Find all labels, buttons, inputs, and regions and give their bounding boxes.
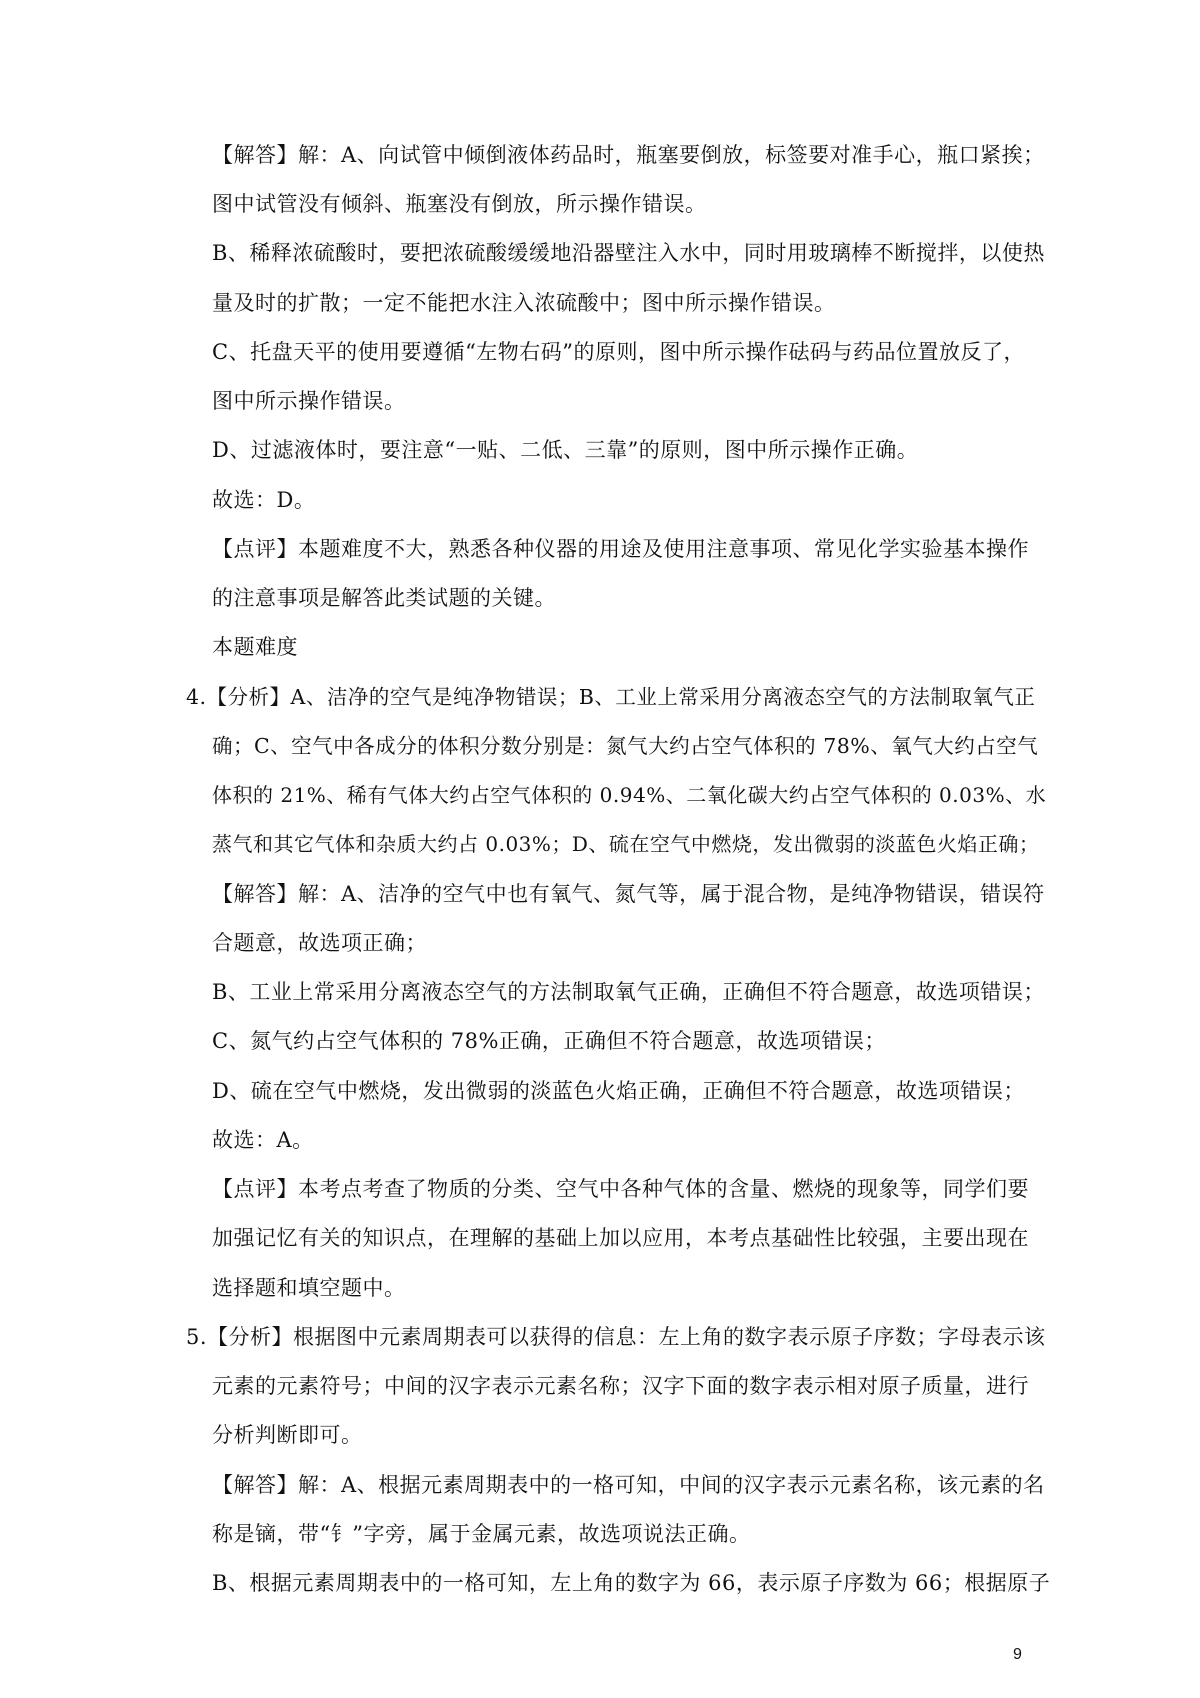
- text-line-10: 的注意事项是解答此类试题的关键。: [212, 586, 556, 610]
- text-line-13: 确；C、空气中各成分的体积分数分别是：氮气大约占空气体积的 78%、氧气大约占空气: [212, 734, 1039, 758]
- text-line-30: B、根据元素周期表中的一格可知，左上角的数字为 66，表示原子序数为 66；根据原子: [212, 1571, 1051, 1595]
- text-line-26: 元素的元素符号；中间的汉字表示元素名称；汉字下面的数字表示相对原子质量，进行: [212, 1374, 1029, 1398]
- text-line-12: 4.【分析】A、洁净的空气是纯净物错误；B、工业上常采用分离液态空气的方法制取氧气正: [186, 685, 1036, 709]
- text-line-20: D、硫在空气中燃烧，发出微弱的淡蓝色火焰正确，正确但不符合题意，故选项错误；: [212, 1079, 1025, 1103]
- text-line-9: 【点评】本题难度不大，熟悉各种仪器的用途及使用注意事项、常见化学实验基本操作: [212, 537, 1029, 561]
- text-line-22: 【点评】本考点考查了物质的分类、空气中各种气体的含量、燃烧的现象等，同学们要: [212, 1177, 1029, 1201]
- text-line-23: 加强记忆有关的知识点，在理解的基础上加以应用，本考点基础性比较强，主要出现在: [212, 1226, 1029, 1250]
- text-line-19: C、氮气约占空气体积的 78%正确，正确但不符合题意，故选项错误；: [212, 1029, 886, 1053]
- page-number: 9: [1013, 1646, 1022, 1663]
- text-line-21: 故选：A。: [212, 1128, 314, 1152]
- text-line-18: B、工业上常采用分离液态空气的方法制取氧气正确，正确但不符合题意，故选项错误；: [212, 980, 1045, 1004]
- text-line-5: C、托盘天平的使用要遵循“左物右码”的原则，图中所示操作砝码与药品位置放反了，: [212, 340, 1026, 364]
- text-line-8: 故选：D。: [212, 488, 316, 512]
- text-line-2: 图中试管没有倾斜、瓶塞没有倒放，所示操作错误。: [212, 192, 707, 216]
- text-line-7: D、过滤液体时，要注意“一贴、二低、三靠”的原则，图中所示操作正确。: [212, 438, 919, 462]
- text-line-11: 本题难度: [212, 635, 298, 659]
- text-line-27: 分析判断即可。: [212, 1423, 363, 1447]
- text-line-4: 量及时的扩散；一定不能把水注入浓硫酸中；图中所示操作错误。: [212, 291, 836, 315]
- text-line-3: B、稀释浓硫酸时，要把浓硫酸缓缓地沿器壁注入水中，同时用玻璃棒不断搅拌，以使热: [212, 241, 1045, 265]
- text-line-15: 蒸气和其它气体和杂质大约占 0.03%；D、硫在空气中燃烧，发出微弱的淡蓝色火焰正确；: [212, 832, 1040, 856]
- text-line-6: 图中所示操作错误。: [212, 389, 406, 413]
- text-line-28: 【解答】解：A、根据元素周期表中的一格可知，中间的汉字表示元素名称，该元素的名: [212, 1473, 1045, 1497]
- text-line-14: 体积的 21%、稀有气体大约占空气体积的 0.94%、二氧化碳大约占空气体积的 0.03%、水: [212, 783, 1047, 807]
- text-line-16: 【解答】解：A、洁净的空气中也有氧气、氮气等，属于混合物，是纯净物错误，错误符: [212, 882, 1045, 906]
- text-line-17: 合题意，故选项正确；: [212, 931, 427, 955]
- text-line-1: 【解答】解：A、向试管中倾倒液体药品时，瓶塞要倒放，标签要对准手心，瓶口紧挨；: [212, 143, 1045, 167]
- text-line-24: 选择题和填空题中。: [212, 1276, 406, 1300]
- text-line-25: 5.【分析】根据图中元素周期表可以获得的信息：左上角的数字表示原子序数；字母表示该: [186, 1325, 1046, 1349]
- text-line-29: 称是镝，带“钅”字旁，属于金属元素，故选项说法正确。: [212, 1522, 751, 1546]
